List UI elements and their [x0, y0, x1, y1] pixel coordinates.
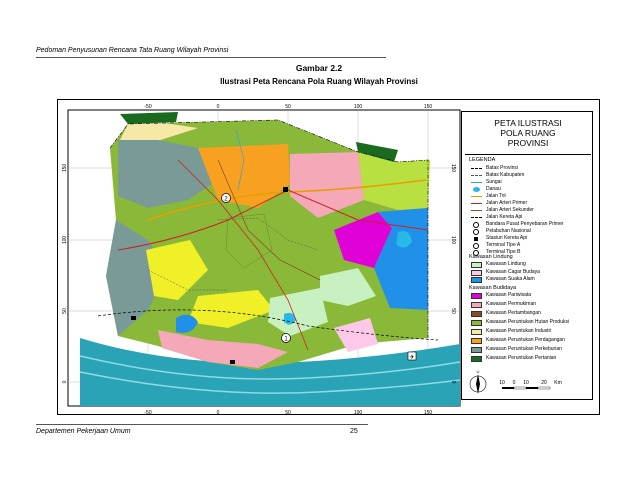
legend-item: Danau — [471, 186, 593, 194]
legend-item: Jalan Kereta Api — [471, 214, 593, 222]
y-tick-right: 50 — [450, 308, 456, 314]
legend-swatch — [471, 175, 482, 176]
legend-swatch — [471, 320, 482, 326]
footer-rule — [36, 424, 368, 425]
terminal-a-label: 2 — [224, 196, 228, 203]
legend-swatch — [471, 329, 482, 335]
y-tick-left: 100 — [62, 235, 68, 245]
legend-item: Kawasan Cagar Budaya — [471, 269, 593, 277]
legend-item: Terminal Tipe A — [471, 242, 593, 250]
legend-item: Jalan Arteri Primer — [471, 200, 593, 208]
legend-item: Kawasan Lindung — [471, 261, 593, 269]
legend-budidaya-heading: Kawasan Budidaya — [469, 285, 517, 291]
legend-item: Terminal Tipe B — [471, 249, 593, 257]
legend-item: Kawasan Peruntukan Perdagangan — [471, 337, 593, 345]
x-tick-bottom: 50 — [285, 410, 291, 416]
legend-swatch — [471, 270, 482, 276]
legend-item: Kawasan Suaka Alam — [471, 276, 593, 284]
running-header: Pedoman Penyusunan Rencana Tata Ruang Wilayah Provinsi — [36, 47, 229, 54]
scale-tick: 0 — [512, 380, 516, 386]
x-tick-bottom: -50 — [144, 410, 152, 416]
legend-swatch — [471, 210, 482, 211]
x-tick-bottom: 150 — [423, 410, 433, 416]
legend-swatch — [471, 338, 482, 344]
legend-item: Jalan Tol — [471, 193, 593, 201]
y-tick-left: 50 — [62, 308, 68, 314]
legend-swatch — [471, 277, 482, 283]
legend-swatch — [471, 356, 482, 362]
footer-department: Departemen Pekerjaan Umum — [36, 428, 131, 435]
station-marker — [283, 187, 288, 192]
legend-swatch — [471, 302, 482, 308]
x-tick-top: 0 — [216, 104, 220, 110]
airport-icon: ✈ — [409, 354, 415, 361]
legend-swatch — [471, 182, 482, 183]
header-rule — [36, 57, 386, 58]
scale-tick: 20 — [541, 380, 547, 386]
legend-divider — [465, 154, 591, 155]
x-tick-top: 100 — [353, 104, 363, 110]
scale-tick: 10 — [523, 380, 529, 386]
legend-swatch — [471, 262, 482, 268]
x-tick-bottom: 100 — [353, 410, 363, 416]
x-tick-top: 150 — [423, 104, 433, 110]
legend-item: Batas Provinsi — [471, 165, 593, 173]
legend-item: Kawasan Permukiman — [471, 301, 593, 309]
zone-pertanian-north — [120, 112, 178, 124]
y-tick-right: 100 — [450, 235, 456, 245]
scale-unit: Km — [554, 380, 562, 386]
legend-panel — [461, 111, 593, 400]
north-label: U — [476, 370, 480, 374]
legend-swatch — [471, 293, 482, 299]
legend-swatch — [471, 311, 482, 317]
legend-item: Kawasan Pariwisata — [471, 292, 593, 300]
legend-item: Sungai — [471, 179, 593, 187]
page-number: 25 — [350, 428, 358, 435]
x-tick-top: -50 — [144, 104, 152, 110]
terminal-b-label: 1 — [284, 336, 288, 343]
legend-item: Bandara Pusat Penyebaran Primer — [471, 221, 593, 229]
legend-lindung-heading: Kawasan Lindung — [469, 254, 513, 260]
y-tick-left: 0 — [62, 380, 68, 384]
legend-swatch — [473, 187, 480, 192]
figure-number: Gambar 2.2 — [295, 63, 343, 73]
legend-item: Kawasan Peruntukan Industri — [471, 328, 593, 336]
y-tick-left: 150 — [62, 163, 68, 173]
legend-swatch — [471, 347, 482, 353]
legend-item: Jalan Arteri Sekunder — [471, 207, 593, 215]
legend-swatch — [471, 168, 482, 169]
legend-swatch — [471, 196, 482, 197]
x-tick-bottom: 0 — [216, 410, 220, 416]
scale-bar — [462, 370, 594, 400]
legend-swatch — [474, 237, 478, 241]
y-tick-right: 0 — [450, 380, 456, 384]
legend-item: Kawasan Peruntukan Perkebunan — [471, 346, 593, 354]
y-tick-right: 150 — [450, 163, 456, 173]
x-tick-top: 50 — [285, 104, 291, 110]
legend-item: Stasiun Kereta Api — [471, 235, 593, 243]
legend-title: PETA ILUSTRASI POLA RUANG PROVINSI — [494, 118, 562, 148]
scale-tick: 10 — [499, 380, 505, 386]
legend-item: Kawasan Peruntukan Pertanian — [471, 355, 593, 363]
legend-heading: LEGENDA — [469, 157, 496, 163]
legend-item: Batas Kabupaten — [471, 172, 593, 180]
legend-swatch — [471, 217, 482, 218]
figure-title: Ilustrasi Peta Rencana Pola Ruang Wilayah Provinsi — [220, 77, 418, 86]
legend-swatch — [471, 203, 482, 204]
legend-item: Kawasan Pertambangan — [471, 310, 593, 318]
legend-item: Kawasan Peruntukan Hutan Produksi — [471, 319, 593, 327]
legend-item: Pelabuhan Nasional — [471, 228, 593, 236]
